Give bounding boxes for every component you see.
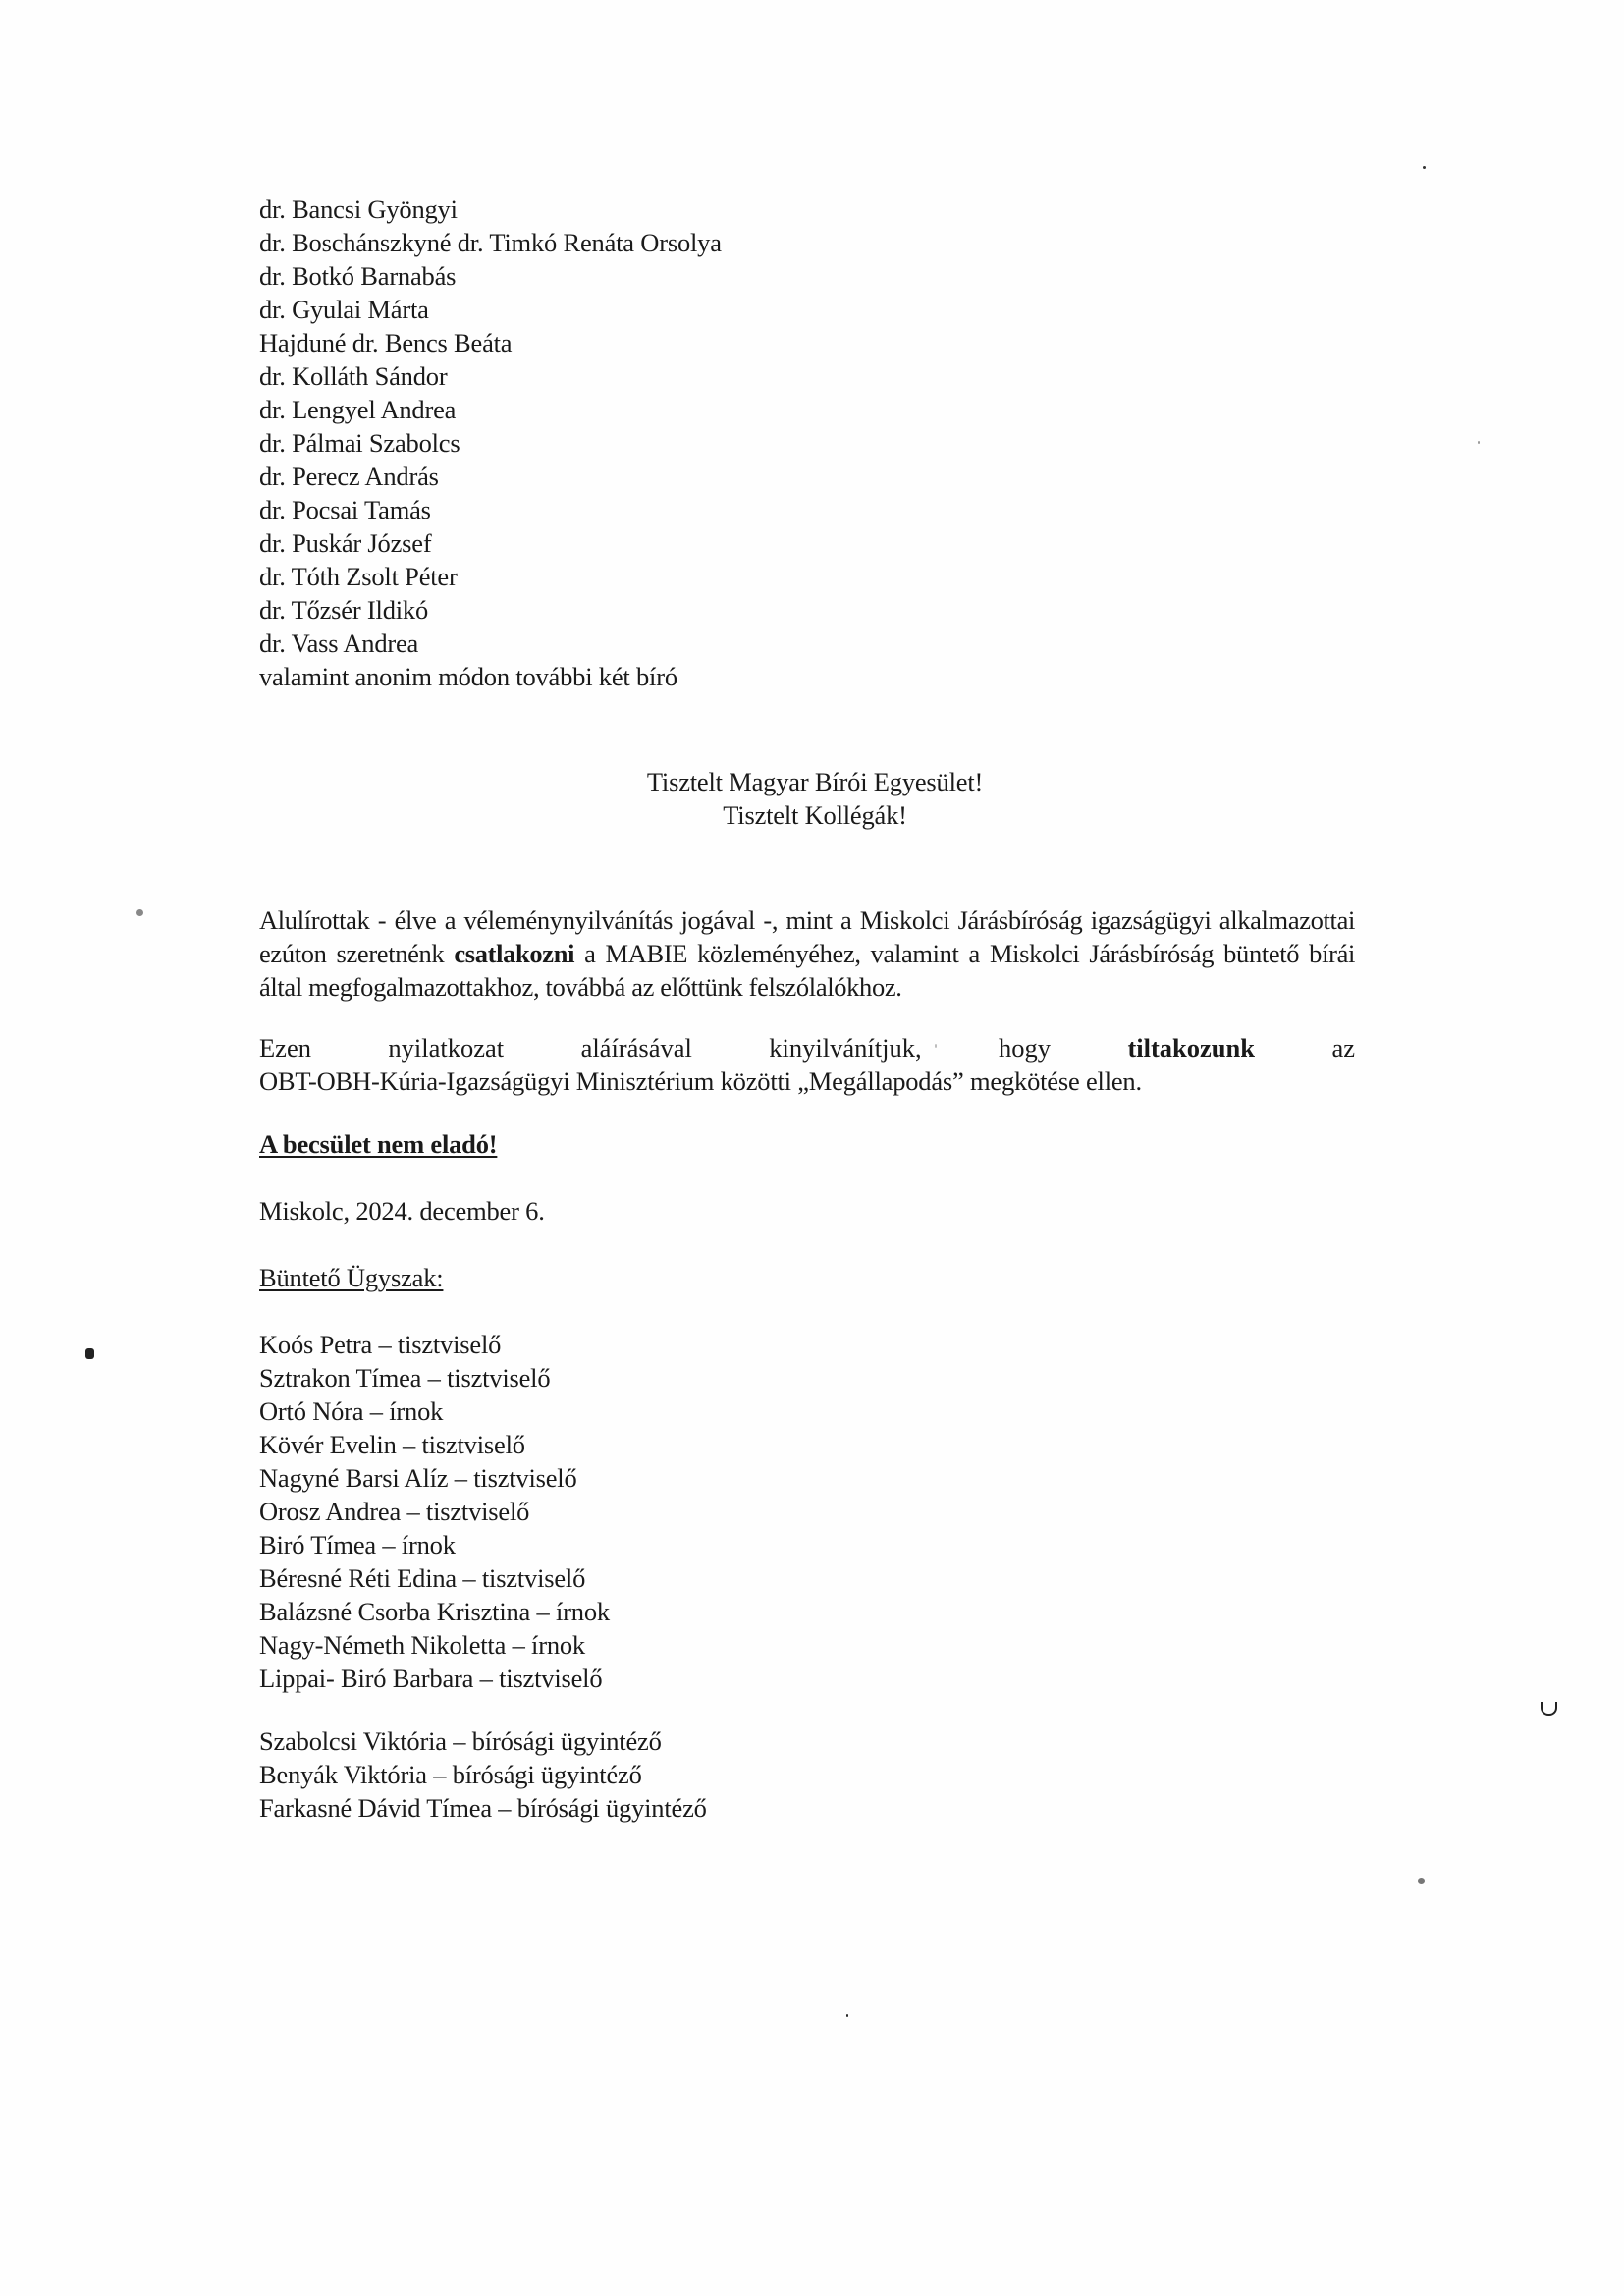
staff-entry: Kövér Evelin – tisztviselő <box>259 1430 525 1459</box>
judge-name: dr. Tóth Zsolt Péter <box>259 562 458 591</box>
staff-entry: Biró Tímea – írnok <box>259 1530 456 1559</box>
judge-name: Hajduné dr. Bencs Beáta <box>259 328 513 357</box>
scan-speck <box>846 2014 848 2017</box>
administrator-entry: Szabolcsi Viktória – bírósági ügyintéző <box>259 1726 662 1756</box>
judge-name: dr. Puskár József <box>259 528 432 558</box>
staff-entry: Orosz Andrea – tisztviselő <box>259 1497 530 1526</box>
administrator-entry: Benyák Viktória – bírósági ügyintéző <box>259 1760 642 1789</box>
judge-name: dr. Lengyel Andrea <box>259 395 457 424</box>
judge-name: dr. Perecz András <box>259 462 439 491</box>
protest-word: Ezen <box>259 1033 311 1063</box>
judge-name: dr. Botkó Barnabás <box>259 261 457 291</box>
scan-speck <box>136 909 143 916</box>
anonymous-judges-note: valamint anonim módon további két bíró <box>259 662 677 691</box>
scan-speck <box>1541 1702 1557 1716</box>
scan-speck <box>85 1348 94 1359</box>
intro-text <box>259 903 1355 1004</box>
intro-text-end: a MABIE közleményéhez, valamint a Miskolci Járásbíróság büntető bírái által megfogalmazottakhoz, továbbá az előttünk felszólalókhoz. <box>259 939 1355 1002</box>
protest-word: aláírásával <box>580 1033 692 1063</box>
salutation-line-2: Tisztelt Kollégák! <box>723 800 907 830</box>
protest-word: nyilatkozat <box>388 1033 505 1063</box>
judge-name: dr. Boschánszkyné dr. Timkó Renáta Orsolya <box>259 228 722 257</box>
scan-speck <box>1478 441 1480 444</box>
staff-entry: Balázsné Csorba Krisztina – írnok <box>259 1597 610 1626</box>
salutation <box>0 765 1624 832</box>
protest-paragraph <box>259 1031 1355 1098</box>
place-and-date: Miskolc, 2024. december 6. <box>259 1196 545 1226</box>
staff-entry: Béresné Réti Edina – tisztviselő <box>259 1563 586 1593</box>
scan-speck <box>1423 166 1426 169</box>
protest-word: kinyilvánítjuk, <box>769 1033 922 1063</box>
staff-entry: Nagy-Németh Nikoletta – írnok <box>259 1630 585 1660</box>
staff-entry: Nagyné Barsi Alíz – tisztviselő <box>259 1463 577 1493</box>
judge-name: dr. Tőzsér Ildikó <box>259 595 429 625</box>
judge-name: dr. Gyulai Márta <box>259 295 429 324</box>
salutation-line-1: Tisztelt Magyar Bírói Egyesület! <box>646 767 984 796</box>
judge-name: dr. Bancsi Gyöngyi <box>259 194 458 224</box>
judge-name: dr. Kolláth Sándor <box>259 361 448 391</box>
scan-speck <box>1418 1878 1425 1884</box>
staff-entry: Ortó Nóra – írnok <box>259 1396 444 1426</box>
judge-name: dr. Vass Andrea <box>259 629 419 658</box>
protest-line-2: OBT-OBH-Kúria-Igazságügyi Minisztérium közötti „Megállapodás” megkötése ellen. <box>259 1066 1142 1096</box>
section-title: Büntető Ügyszak: <box>259 1263 444 1292</box>
staff-entry: Lippai- Biró Barbara – tisztviselő <box>259 1664 603 1693</box>
intro-bold-word: csatlakozni <box>454 939 575 968</box>
judge-name: dr. Pálmai Szabolcs <box>259 428 460 458</box>
protest-bold-word: tiltakozunk <box>1127 1033 1256 1063</box>
staff-entry: Koós Petra – tisztviselő <box>259 1330 502 1359</box>
staff-signatory-list <box>259 1328 610 1695</box>
administrator-signatory-list <box>259 1724 707 1825</box>
intro-text-start: Alulírottak - élve a véleménynyilvánítás jogával -, mint a Miskolci Járásbíróság igazságügyi alkalmazottai ezúton szeretnénk <box>259 905 1355 968</box>
slogan: A becsület nem eladó! <box>259 1129 498 1159</box>
intro-paragraph <box>259 903 1355 1004</box>
protest-word: hogy <box>999 1033 1052 1063</box>
judge-name: dr. Pocsai Tamás <box>259 495 431 524</box>
protest-word: az <box>1331 1033 1355 1063</box>
administrator-entry: Farkasné Dávid Tímea – bírósági ügyintéző <box>259 1793 707 1823</box>
judge-signatory-list <box>259 192 722 693</box>
scan-speck <box>935 1044 937 1048</box>
protest-line-1 <box>259 1031 1355 1065</box>
staff-entry: Sztrakon Tímea – tisztviselő <box>259 1363 551 1393</box>
